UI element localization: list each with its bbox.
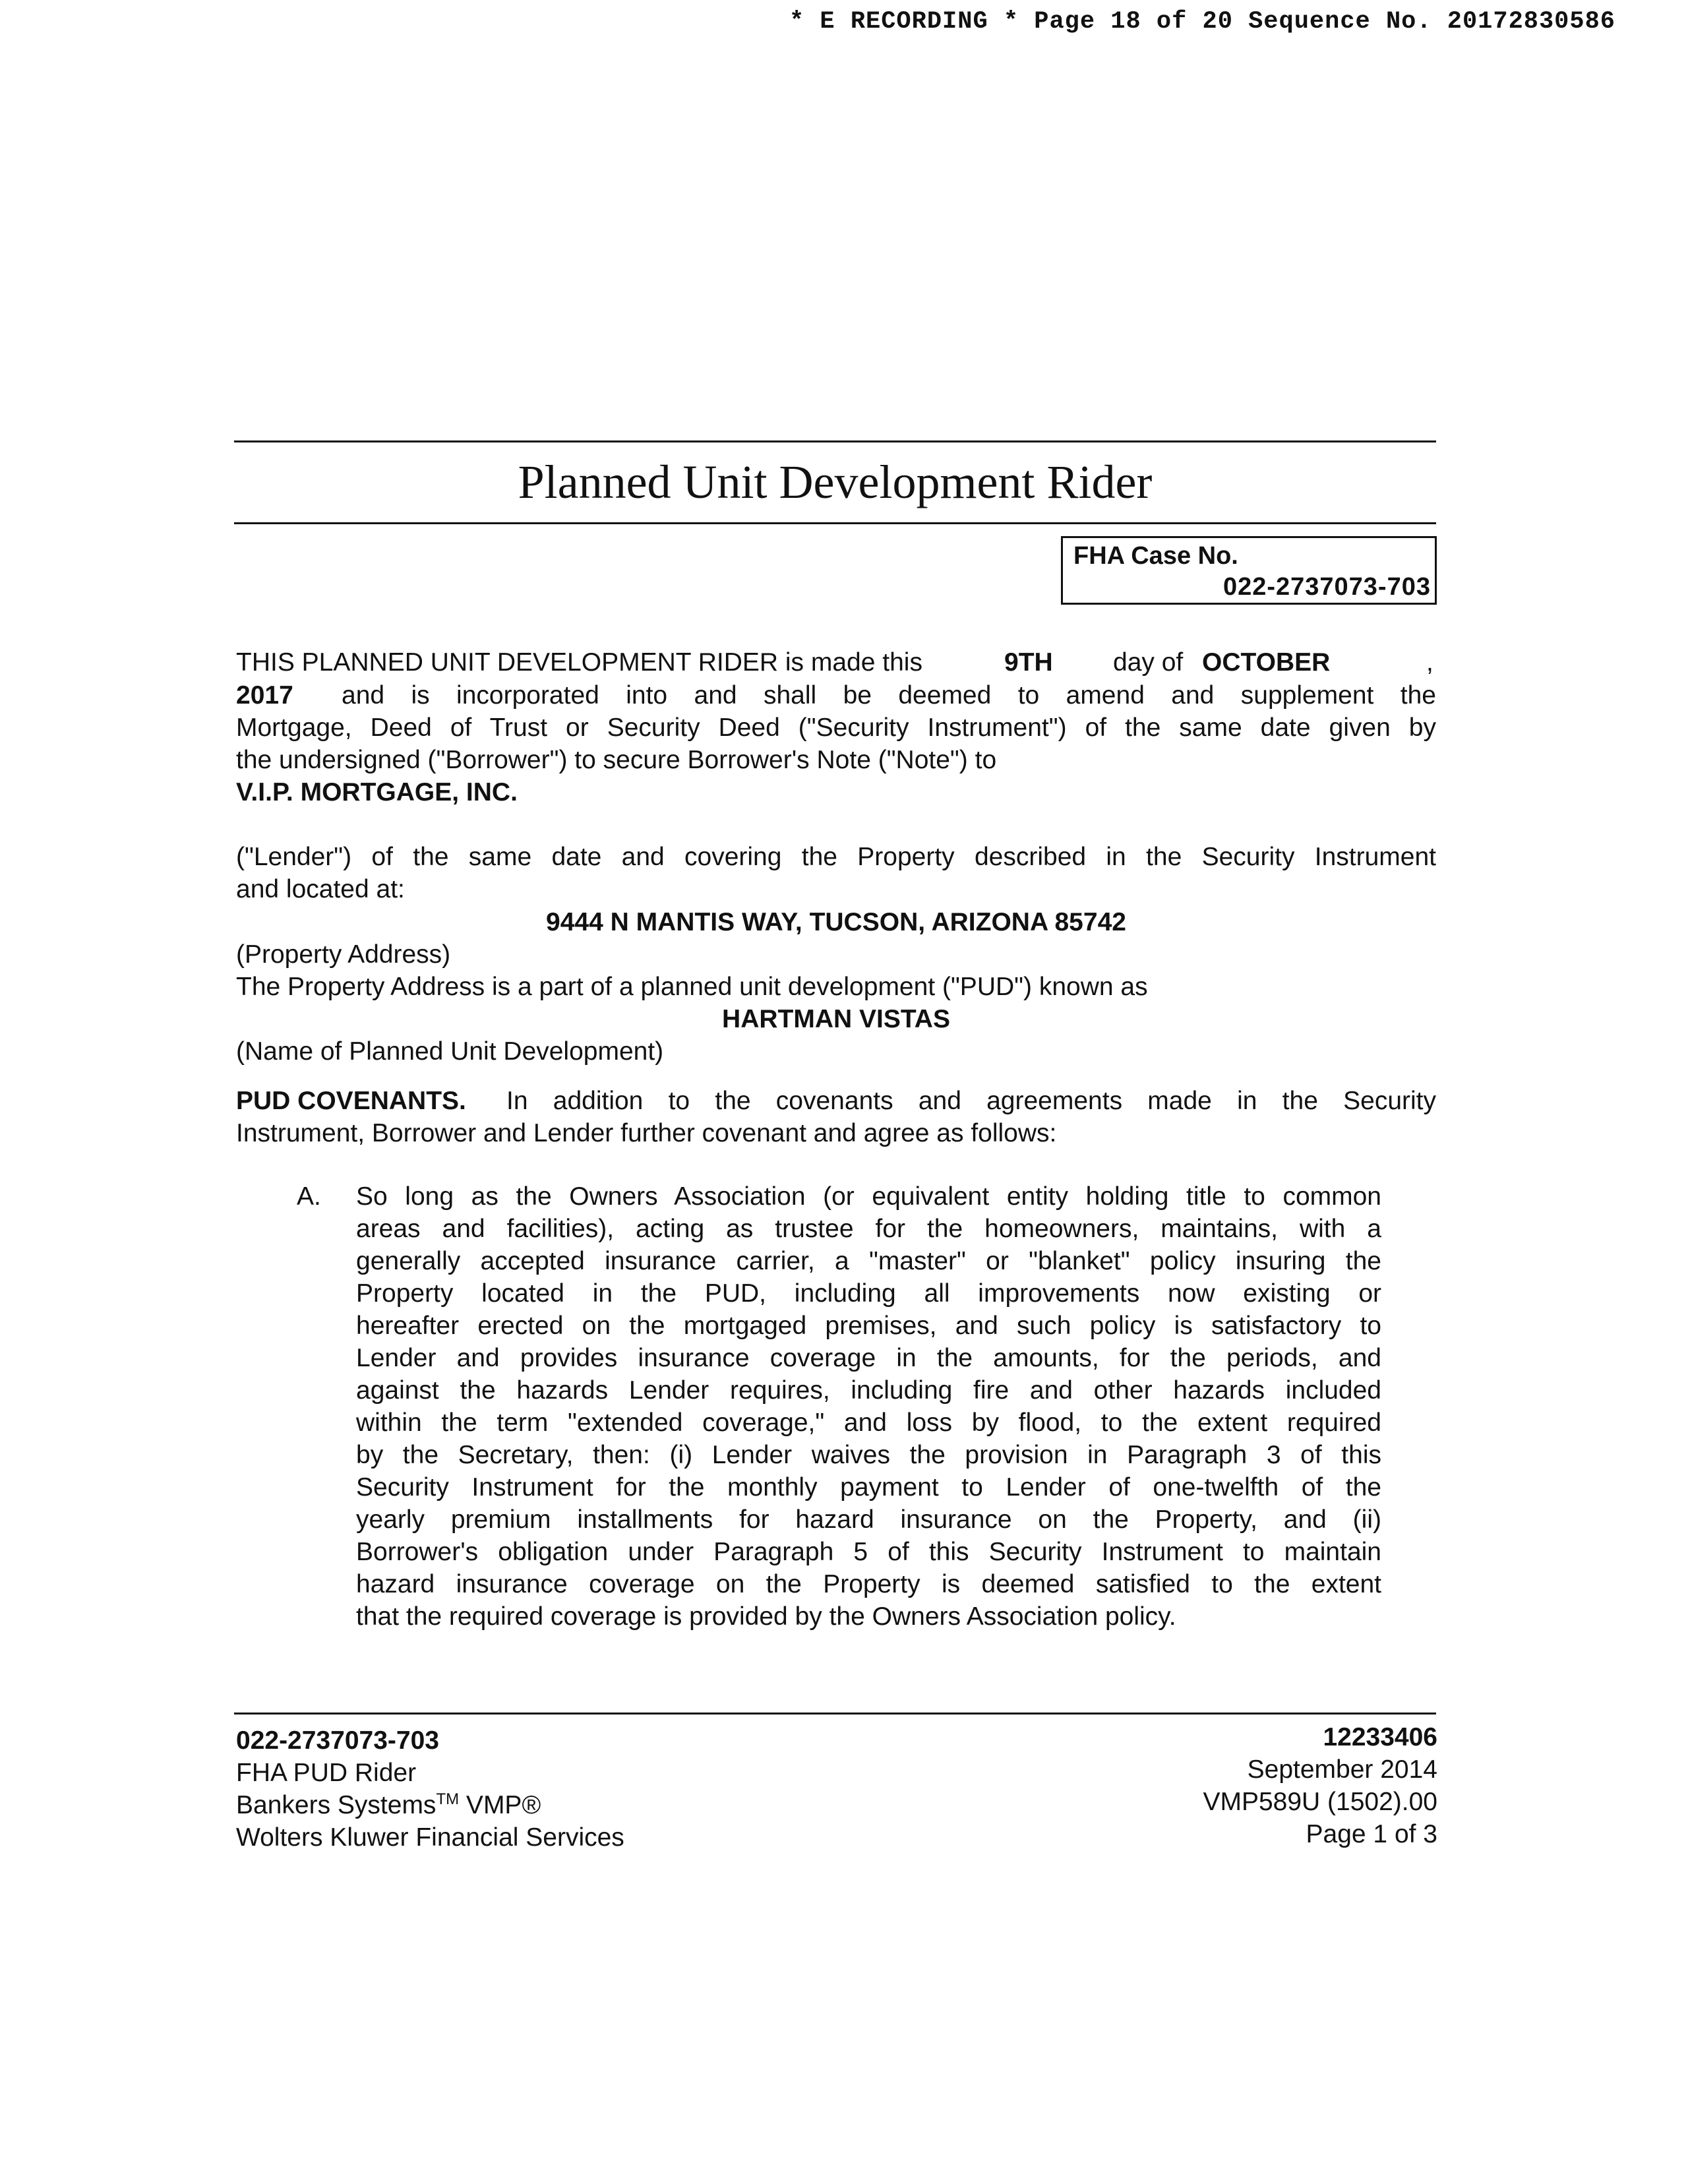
item-a-line: Lender and provides insurance coverage in the amounts, for the periods, and bbox=[356, 1344, 1381, 1372]
covenants-line-2: Instrument, Borrower and Lender further covenant and agree as follows: bbox=[236, 1119, 1057, 1147]
title-top-rule bbox=[234, 440, 1436, 442]
item-a-line: generally accepted insurance carrier, a "master" or "blanket" policy insuring the bbox=[356, 1247, 1381, 1275]
rider-month: OCTOBER bbox=[1202, 648, 1331, 677]
pud-name-label: (Name of Planned Unit Development) bbox=[236, 1037, 664, 1066]
footer-vendor bbox=[236, 1789, 624, 1821]
intro-text-b: day of bbox=[1113, 648, 1184, 677]
footer-date: September 2014 bbox=[1247, 1755, 1437, 1784]
intro-line-2-text: and is incorporated into and shall be deemed to amend and supplement the bbox=[342, 681, 1436, 710]
lender-line-2: and located at: bbox=[236, 875, 405, 903]
intro-line-2 bbox=[236, 679, 1436, 712]
item-a-line: within the term "extended coverage," and loss by flood, to the extent required bbox=[356, 1409, 1381, 1437]
footer-vendor-tm: TM bbox=[436, 1790, 460, 1808]
item-a-last-line: that the required coverage is provided by the Owners Association policy. bbox=[356, 1602, 1176, 1631]
footer-publisher: Wolters Kluwer Financial Services bbox=[236, 1823, 624, 1852]
fha-case-label: FHA Case No. bbox=[1073, 542, 1238, 570]
rider-day: 9TH bbox=[1004, 648, 1053, 677]
footer-page: Page 1 of 3 bbox=[1306, 1820, 1437, 1848]
item-a-line: Borrower's obligation under Paragraph 5 of this Security Instrument to maintain bbox=[356, 1538, 1381, 1566]
footer-case-number: 022-2737073-703 bbox=[236, 1726, 439, 1755]
footer-vendor-product: VMP® bbox=[459, 1791, 541, 1819]
item-a-line: by the Secretary, then: (i) Lender waives the provision in Paragraph 3 of this bbox=[356, 1441, 1381, 1469]
footer-form-code: VMP589U (1502).00 bbox=[1203, 1788, 1437, 1816]
covenants-line-1-text: In addition to the covenants and agreements made in the Security bbox=[506, 1087, 1436, 1115]
covenants-line-1 bbox=[236, 1085, 1436, 1117]
item-a-line: hereafter erected on the mortgaged premises, and such policy is satisfactory to bbox=[356, 1312, 1381, 1340]
property-address-label: (Property Address) bbox=[236, 940, 451, 969]
item-a-line: against the hazards Lender requires, including fire and other hazards included bbox=[356, 1376, 1381, 1405]
covenants-heading: PUD COVENANTS. bbox=[236, 1087, 466, 1115]
intro-line-3: Mortgage, Deed of Trust or Security Deed ("Security Instrument") of the same date given by bbox=[236, 713, 1436, 742]
item-a-line: hazard insurance coverage on the Property is deemed satisfied to the extent bbox=[356, 1570, 1381, 1598]
pud-line: The Property Address is a part of a planned unit development ("PUD") known as bbox=[236, 973, 1148, 1001]
fha-case-box bbox=[1061, 536, 1437, 605]
item-a-line: yearly premium installments for hazard insurance on the Property, and (ii) bbox=[356, 1505, 1381, 1534]
footer-loan-number: 12233406 bbox=[1323, 1723, 1437, 1751]
rider-year: 2017 bbox=[236, 681, 293, 710]
footer-right bbox=[1203, 1721, 1437, 1850]
intro-line-4: the undersigned ("Borrower") to secure Borrower's Note ("Note") to bbox=[236, 746, 997, 774]
property-address: 9444 N MANTIS WAY, TUCSON, ARIZONA 85742 bbox=[546, 908, 1126, 936]
fha-case-number: 022-2737073-703 bbox=[1222, 573, 1431, 601]
pud-name: HARTMAN VISTAS bbox=[722, 1005, 950, 1033]
footer-form-name: FHA PUD Rider bbox=[236, 1759, 417, 1787]
item-a-marker: A. bbox=[297, 1182, 321, 1211]
title-bottom-rule bbox=[234, 522, 1436, 524]
item-a-line: Security Instrument for the monthly payment to Lender of one-twelfth of the bbox=[356, 1473, 1381, 1502]
intro-line-1 bbox=[236, 646, 1436, 679]
lender-name: V.I.P. MORTGAGE, INC. bbox=[236, 778, 518, 806]
intro-text-a: THIS PLANNED UNIT DEVELOPMENT RIDER is made this bbox=[236, 648, 922, 677]
item-a-line: areas and facilities), acting as trustee for the homeowners, maintains, with a bbox=[356, 1215, 1381, 1243]
recording-header: * E RECORDING * Page 18 of 20 Sequence No. 20172830586 bbox=[789, 8, 1615, 36]
item-a-line: Property located in the PUD, including all improvements now existing or bbox=[356, 1279, 1381, 1308]
footer-rule bbox=[234, 1713, 1436, 1714]
page-title: Planned Unit Development Rider bbox=[518, 456, 1153, 508]
intro-comma: , bbox=[1426, 648, 1433, 677]
footer-left bbox=[236, 1724, 624, 1854]
lender-line-1: ("Lender") of the same date and covering the Property described in the Security Instrument bbox=[236, 843, 1436, 871]
item-a-line: So long as the Owners Association (or equivalent entity holding title to common bbox=[356, 1182, 1381, 1211]
footer-vendor-name: Bankers Systems bbox=[236, 1791, 437, 1819]
